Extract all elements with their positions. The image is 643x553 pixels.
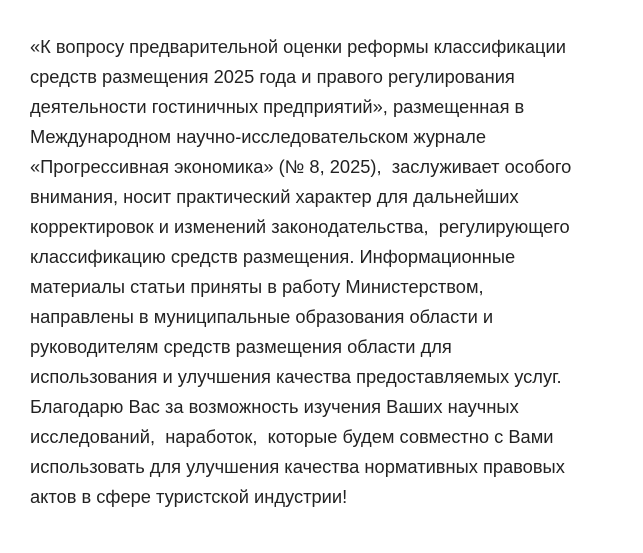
text-line: материалы статьи приняты в работу Министерством, <box>30 276 484 297</box>
text-line: Благодарю Вас за возможность изучения Ваших научных <box>30 396 519 417</box>
text-line: классификацию средств размещения. Информационные <box>30 246 516 267</box>
text-line: использования и улучшения качества предоставляемых услуг. <box>30 366 562 387</box>
text-line: исследований, наработок, которые будем совместно с Вами <box>30 426 554 447</box>
text-line: внимания, носит практический характер для дальнейших <box>30 186 519 207</box>
text-line: использовать для улучшения качества нормативных правовых <box>30 456 565 477</box>
text-line: корректировок и изменений законодательства, регулирующего <box>30 216 570 237</box>
letter-body-text <box>30 32 630 512</box>
text-line: направлены в муниципальные образования области и <box>30 306 494 327</box>
text-line: «Прогрессивная экономика» (№ 8, 2025), заслуживает особого <box>30 156 572 177</box>
text-line: «К вопросу предварительной оценки реформы классификации <box>30 36 566 57</box>
text-line: руководителям средств размещения области для <box>30 336 452 357</box>
text-line: актов в сфере туристской индустрии! <box>30 486 348 507</box>
text-line: Международном научно-исследовательском журнале <box>30 126 487 147</box>
text-line: деятельности гостиничных предприятий», размещенная в <box>30 96 525 117</box>
text-line: средств размещения 2025 года и правого регулирования <box>30 66 515 87</box>
cropped-previous-line <box>30 0 330 11</box>
